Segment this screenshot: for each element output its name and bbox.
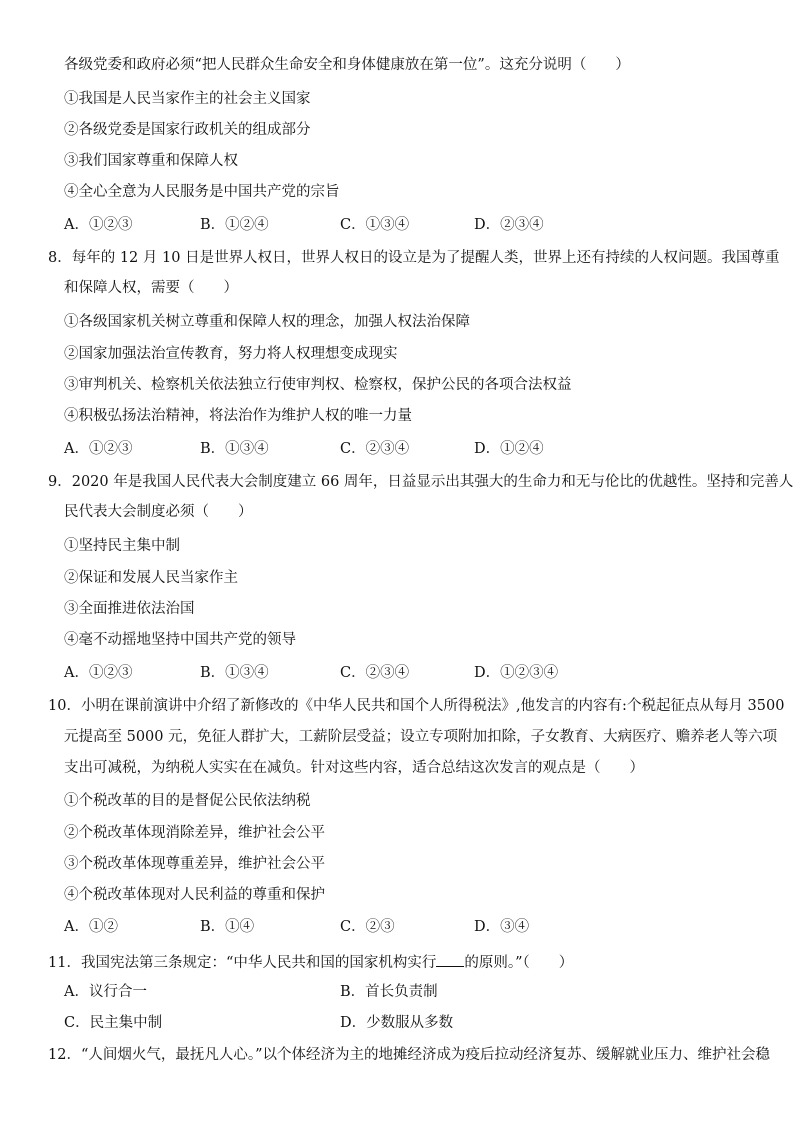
- q9-option-1: ①坚持民主集中制: [64, 538, 180, 554]
- q9-choices: [64, 664, 784, 682]
- q7-choices: [64, 216, 784, 234]
- q8-stem-line2: 和保障人权，需要（ ）: [64, 280, 238, 296]
- q8-choice-a[interactable]: A．①②③: [64, 441, 133, 457]
- q10-option-2: ②个税改革体现消除差异，维护社会公平: [64, 825, 325, 841]
- q7-choice-c[interactable]: C．①③④: [340, 217, 410, 233]
- q10-choices: [64, 918, 784, 936]
- q9-option-3: ③全面推进依法治国: [64, 601, 195, 617]
- q9-stem-line2: 民代表大会制度必须（ ）: [64, 504, 253, 520]
- q8-choices: [64, 440, 784, 458]
- q9-choice-a[interactable]: A．①②③: [64, 665, 133, 681]
- q11-choice-d[interactable]: D．少数服从多数: [340, 1015, 454, 1031]
- q8-choice-b[interactable]: B．①③④: [200, 441, 269, 457]
- q10-choice-a[interactable]: A．①②: [64, 919, 118, 935]
- q8-choice-c[interactable]: C．②③④: [340, 441, 410, 457]
- q8-option-4: ④积极弘扬法治精神，将法治作为维护人权的唯一力量: [64, 408, 412, 424]
- q11-choices-row1: [64, 983, 784, 1001]
- q9-choice-b[interactable]: B．①③④: [200, 665, 269, 681]
- q7-choice-a[interactable]: A．①②③: [64, 217, 133, 233]
- q10-option-1: ①个税改革的目的是督促公民依法纳税: [64, 793, 311, 809]
- q10-choice-b[interactable]: B．①④: [200, 919, 255, 935]
- q12-stem-line1: 12．“人间烟火气，最抚凡人心。”以个体经济为主的地摊经济成为疫后拉动经济复苏、缓解就业压力、维护社会稳: [48, 1047, 771, 1063]
- q9-stem-line1: 9．2020 年是我国人民代表大会制度建立 66 周年，日益显示出其强大的生命力和无与伦比的优越性。坚持和完善人: [48, 474, 794, 490]
- q11-stem: [48, 952, 573, 972]
- q10-stem-line1: 10．小明在课前演讲中介绍了新修改的《中华人民共和国个人所得税法》,他发言的内容有:个税起征点从每月 3500: [48, 698, 785, 714]
- q9-choice-d[interactable]: D．①②③④: [474, 665, 559, 681]
- q9-choice-c[interactable]: C．②③④: [340, 665, 410, 681]
- q7-option-2: ②各级党委是国家行政机关的组成部分: [64, 122, 311, 138]
- q7-stem: 各级党委和政府必须“把人民群众生命安全和身体健康放在第一位”。这充分说明（ ）: [64, 57, 630, 73]
- q8-option-2: ②国家加强法治宣传教育，努力将人权理想变成现实: [64, 346, 398, 362]
- q7-option-4: ④全心全意为人民服务是中国共产党的宗旨: [64, 184, 340, 200]
- q8-option-1: ①各级国家机关树立尊重和保障人权的理念，加强人权法治保障: [64, 314, 470, 330]
- q10-stem-line3: 支出可减税，为纳税人实实在在减负。针对这些内容，适合总结这次发言的观点是（ ）: [64, 760, 644, 776]
- q9-option-4: ④毫不动摇地坚持中国共产党的领导: [64, 632, 296, 648]
- q11-stem-part1: 11．我国宪法第三条规定：“中华人民共和国的国家机构实行: [48, 955, 437, 971]
- q8-option-3: ③审判机关、检察机关依法独立行使审判权、检察权，保护公民的各项合法权益: [64, 377, 572, 393]
- q7-choice-b[interactable]: B．①②④: [200, 217, 269, 233]
- q10-stem-line2: 元提高至 5000 元，免征人群扩大，工薪阶层受益；设立专项附加扣除，子女教育、大病医疗、赡养老人等六项: [64, 729, 778, 745]
- q8-choice-d[interactable]: D．①②④: [474, 441, 544, 457]
- q11-choice-a[interactable]: A．议行合一: [64, 984, 147, 1000]
- q7-choice-d[interactable]: D．②③④: [474, 217, 544, 233]
- q11-choice-c[interactable]: C．民主集中制: [64, 1015, 163, 1031]
- q10-option-3: ③个税改革体现尊重差异，维护社会公平: [64, 856, 325, 872]
- q9-option-2: ②保证和发展人民当家作主: [64, 570, 238, 586]
- q7-option-1: ①我国是人民当家作主的社会主义国家: [64, 91, 311, 107]
- q10-choice-d[interactable]: D．③④: [474, 919, 530, 935]
- q10-choice-c[interactable]: C．②③: [340, 919, 395, 935]
- q8-stem-line1: 8．每年的 12 月 10 日是世界人权日，世界人权日的设立是为了提醒人类，世界上还有持续的人权问题。我国尊重: [48, 250, 780, 266]
- q11-choices-row2: [64, 1014, 784, 1032]
- q7-option-3: ③我们国家尊重和保障人权: [64, 153, 238, 169]
- q10-option-4: ④个税改革体现对人民利益的尊重和保护: [64, 887, 325, 903]
- q11-choice-b[interactable]: B．首长负责制: [340, 984, 438, 1000]
- q11-answer-blank: [436, 952, 464, 967]
- q11-stem-part2: 的原则。”（ ）: [464, 955, 574, 971]
